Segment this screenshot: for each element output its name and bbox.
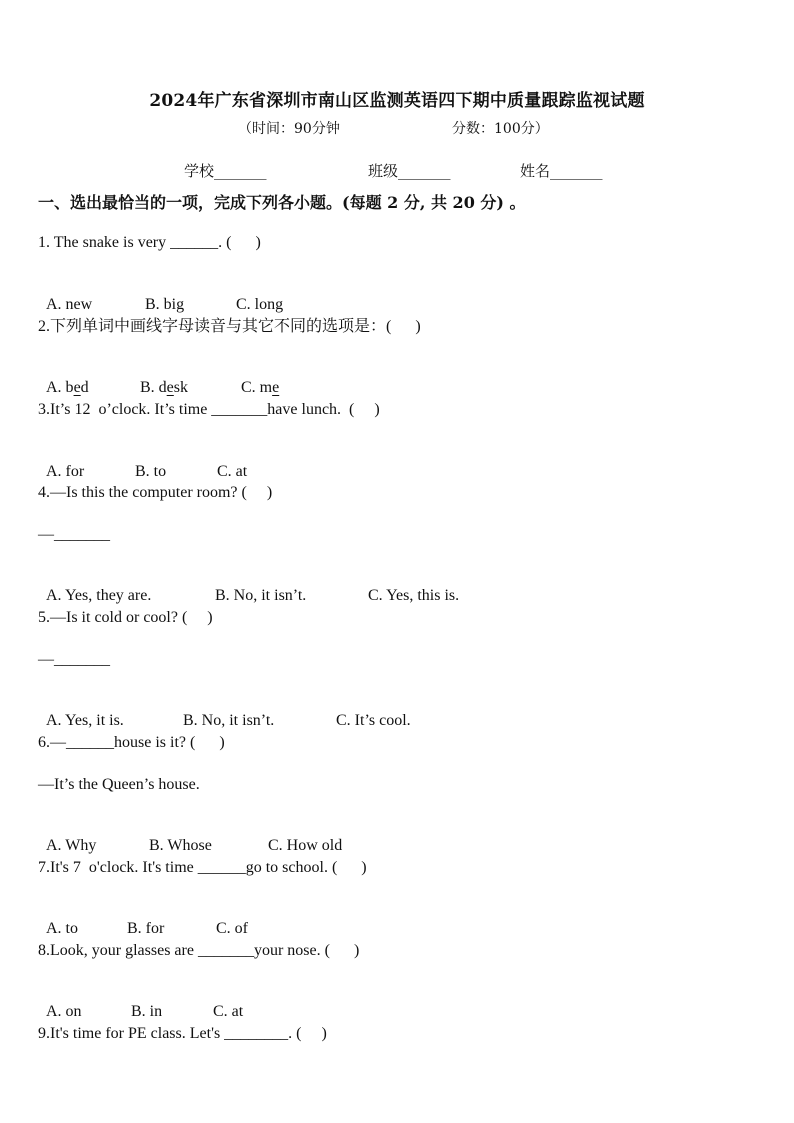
question-7-options xyxy=(38,899,248,939)
option-a: A. bed xyxy=(46,379,89,396)
question-3-stem: 3.It’s 12 o’clock. It’s time _______have lunch. ( ) xyxy=(38,401,380,418)
question-9-stem: 9.It's time for PE class. Let's ________. ( ) xyxy=(38,1025,327,1042)
option-a: A. Yes, it is. xyxy=(46,712,124,729)
option-c: C. How old xyxy=(268,837,343,854)
question-5-answer-line: —_______ xyxy=(38,651,110,668)
option-c: C. long xyxy=(236,296,284,313)
question-5-stem: 5.—Is it cold or cool? ( ) xyxy=(38,609,213,626)
option-c: C. at xyxy=(213,1003,244,1020)
option-a: A. to xyxy=(46,920,78,937)
option-c: C. me xyxy=(241,379,280,396)
option-a: A. new xyxy=(46,296,93,313)
option-a: A. on xyxy=(46,1003,82,1020)
option-b: B. in xyxy=(131,1003,163,1020)
question-1-options xyxy=(38,275,283,315)
option-a: A. Yes, they are. xyxy=(46,587,152,604)
question-7-stem: 7.It's 7 o'clock. It's time ______go to school. ( ) xyxy=(38,859,367,876)
exam-time: （时间：90分钟 xyxy=(238,121,340,137)
option-c: C. at xyxy=(217,463,248,480)
exam-score: 分数：100分） xyxy=(452,121,549,137)
question-6-options xyxy=(38,816,342,856)
question-4-answer-line: —_______ xyxy=(38,526,110,543)
option-b: B. No, it isn’t. xyxy=(215,587,307,604)
option-b: B. desk xyxy=(140,379,189,396)
option-c: C. It’s cool. xyxy=(336,712,411,729)
question-4-options xyxy=(38,566,459,606)
question-6-stem: 6.—______house is it? ( ) xyxy=(38,734,225,751)
question-8-stem: 8.Look, your glasses are _______your nose. ( ) xyxy=(38,942,360,959)
section-heading: 一、选出最恰当的一项，完成下列各小题。(每题 2 分, 共 20 分) 。 xyxy=(38,193,526,212)
class-field: 班级_______ xyxy=(368,162,451,180)
name-field: 姓名_______ xyxy=(520,162,603,180)
question-8-options xyxy=(38,982,243,1022)
question-3-options xyxy=(38,442,247,482)
option-a: A. for xyxy=(46,463,85,480)
question-6-answer-line: —It’s the Queen’s house. xyxy=(38,776,200,793)
option-a: A. Why xyxy=(46,837,97,854)
question-2-options xyxy=(38,358,279,398)
school-field: 学校_______ xyxy=(184,162,267,180)
question-4-stem: 4.—Is this the computer room? ( ) xyxy=(38,484,273,501)
question-2-stem: 2.下列单词中画线字母读音与其它不同的选项是：( ) xyxy=(38,318,421,335)
option-b: B. No, it isn’t. xyxy=(183,712,275,729)
option-c: C. Yes, this is. xyxy=(368,587,460,604)
option-c: C. of xyxy=(216,920,248,937)
question-5-options xyxy=(38,691,411,731)
exam-title: 2024年广东省深圳市南山区监测英语四下期中质量跟踪监视试题 xyxy=(149,91,645,111)
option-b: B. big xyxy=(145,296,185,313)
option-b: B. for xyxy=(127,920,165,937)
option-b: B. to xyxy=(135,463,167,480)
question-1-stem: 1. The snake is very ______. ( ) xyxy=(38,234,261,251)
option-b: B. Whose xyxy=(149,837,212,854)
